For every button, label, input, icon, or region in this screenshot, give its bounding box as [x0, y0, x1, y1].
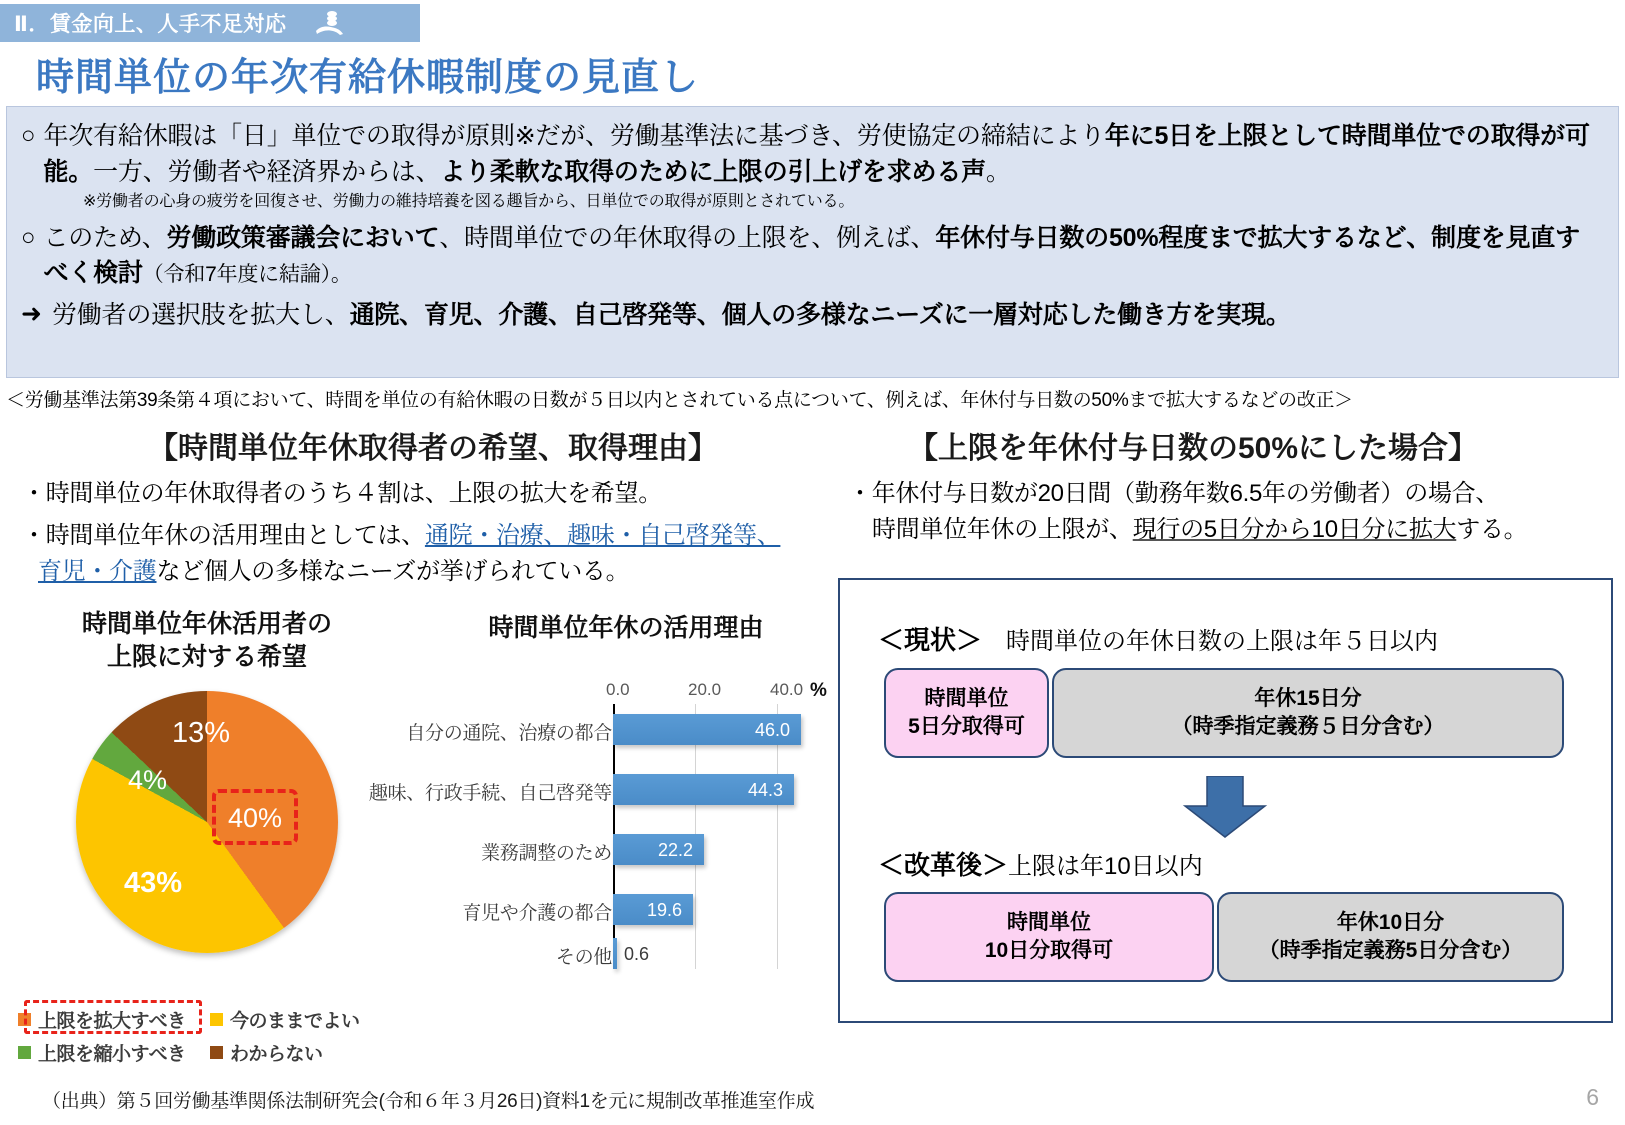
paragraph-1-text [44, 119, 1605, 190]
current-hourly-line-2: 5日分取得可 [908, 715, 1025, 738]
pie-label-reduce: 4% [128, 765, 168, 795]
bar-fill-4 [613, 938, 617, 969]
pie-chart-title [22, 608, 392, 673]
pie-label-expand: 40% [228, 803, 283, 833]
current-state-label [878, 620, 1438, 657]
pie-label-unknown: 13% [172, 717, 231, 749]
current-annual-pill [1052, 668, 1564, 758]
rb2-pre: 時間単位年休の上限が、 [872, 516, 1133, 543]
legend-swatch-green [18, 1046, 31, 1059]
p1-b2: より柔軟な取得のために上限の引上げを求める声 [440, 157, 986, 186]
current-hourly-pill [884, 668, 1049, 758]
bar-chart-x-axis [400, 680, 830, 700]
footnote-text: ※労働者の心身の疲労を回復させ、労働力の維持培養を図る趣旨から、日単位での取得が原則とされている。 [83, 193, 855, 210]
down-arrow-icon [1180, 776, 1270, 838]
legend-highlight-box [24, 1000, 202, 1034]
bar-value-0: 46.0 [755, 720, 791, 740]
law-reference-line: ＜労働基準法第39条第４項において、時間を単位の有給休暇の日数が５日以内とされている点について、例えば、年休付与日数の50%まで拡大するなどの改正＞ [6, 390, 1353, 411]
after-hourly-line-2: 10日分取得可 [984, 939, 1114, 962]
bar-chart-plot-area [368, 704, 830, 969]
paragraph-3-text [52, 298, 1291, 334]
rb2-highlight: 現行の5日分から10日分に拡大 [1132, 516, 1457, 543]
pie-title-line-2: 上限に対する希望 [106, 642, 307, 671]
page-title: 時間単位の年次有給休暇制度の見直し [36, 57, 700, 99]
lb2-post: など個人の多様なニーズが挙げられている。 [156, 558, 630, 585]
source-note: （出典）第５回労働基準関係法制研究会(令和６年３月26日)資料1を元に規制改革推進室作成 [42, 1091, 815, 1112]
p3-b1: 通院、育児、介護、自己啓発等、個人の多様なニーズに一層対応した働き方を実現 [349, 300, 1266, 329]
lb2-pre: ・時間単位年休の活用理由としては、 [22, 522, 425, 549]
banner-label: Ⅱ．賃金向上、人手不足対応 [14, 13, 287, 36]
section-banner [0, 4, 420, 42]
after-annual-line-2: （時季指定義務5日分含む） [1258, 939, 1523, 962]
after-hourly-line-1: 時間単位 [1007, 910, 1091, 934]
table-row [368, 768, 830, 814]
summary-paragraph-3 [21, 298, 1604, 334]
bar-category-1: 趣味、行政手続、自己啓発等 [368, 783, 612, 804]
left-section-heading: 【時間単位年休取得者の希望、取得理由】 [148, 432, 718, 465]
after-hourly-pill [884, 892, 1214, 982]
legend-label-keep: 今のままでよい [230, 1011, 360, 1032]
after-desc: 上限は年10日以内 [1008, 853, 1203, 880]
bullet-circle-icon: ○ [21, 122, 36, 149]
after-annual-pill [1217, 892, 1564, 982]
legend-item-unknown [210, 1039, 323, 1066]
summary-paragraph-2 [21, 221, 1604, 292]
left-bullet-2 [22, 518, 822, 590]
summary-box [6, 106, 1619, 378]
hand-holding-coins-icon [314, 9, 346, 37]
current-tag: ＜現状＞ [878, 625, 983, 655]
p1-t1: 年次有給休暇は「日」単位での取得が原則※だが、労働基準法に基づき、労使協定の締結により [43, 122, 1105, 150]
legend-item-reduce [18, 1039, 210, 1066]
pie-graphic [76, 691, 338, 953]
legend-label-unknown: わからない [230, 1044, 323, 1065]
p2-t1: このため、 [43, 223, 167, 252]
lb2-highlight-1: 通院・治療、趣味・自己啓発等、 [424, 522, 781, 549]
xtick-20: 20.0 [688, 680, 722, 699]
arrow-right-icon: ➜ [21, 299, 42, 328]
paragraph-2-text [44, 221, 1605, 292]
xtick-0: 0.0 [606, 680, 630, 699]
p2-b2: 年休付与日数の50%程度まで拡大するなど、制度を見直すべく検討 [43, 223, 1580, 288]
table-row [400, 828, 830, 874]
legend-label-reduce: 上限を縮小すべき [38, 1044, 186, 1065]
xtick-40: 40.0 [770, 680, 804, 699]
pie-chart-legend [18, 1006, 408, 1072]
pie-chart [22, 608, 392, 953]
lb2-highlight-2: 育児・介護 [38, 558, 157, 585]
summary-paragraph-1 [21, 119, 1604, 190]
pie-title-line-1: 時間単位年休活用者の [81, 610, 332, 638]
bar-category-2: 業務調整のため [481, 843, 612, 864]
current-hourly-line-1: 時間単位 [924, 686, 1009, 710]
pie-label-keep: 43% [124, 867, 183, 899]
p3-t1: 労働者の選択肢を拡大し、 [51, 300, 350, 329]
left-bullet-list [22, 476, 822, 596]
right-bullet-line-1: ・年休付与日数が20日間（勤務年数6.5年の労働者）の場合、 [848, 480, 1500, 507]
bar-chart-unit-label: % [810, 680, 827, 701]
legend-row-2 [18, 1039, 408, 1066]
bar-value-4: 0.6 [624, 944, 650, 964]
reform-diagram [838, 578, 1613, 1023]
current-desc: 時間単位の年休日数の上限は年５日以内 [1006, 628, 1439, 655]
bar-chart-title: 時間単位年休の活用理由 [488, 614, 764, 642]
current-annual-line-1: 年休15日分 [1254, 686, 1362, 710]
p1-b1: 年に5日を上限として時間単位での取得が可能。 [43, 122, 1590, 186]
pie-highlight-box [212, 789, 298, 845]
bar-category-0: 自分の通院、治療の都合 [406, 723, 612, 744]
right-bullet-list [848, 476, 1618, 548]
legend-swatch-brown [210, 1046, 223, 1059]
right-bullet-line-2 [848, 512, 1618, 548]
table-row [400, 932, 830, 978]
legend-item-keep [210, 1006, 360, 1033]
table-row [400, 708, 830, 754]
after-annual-line-1: 年休10日分 [1336, 910, 1445, 934]
legend-label-expand: 上限を拡大すべき [38, 1011, 186, 1032]
bullet-circle-icon-2: ○ [21, 223, 36, 251]
table-row [400, 888, 830, 934]
bar-value-1: 44.3 [748, 780, 784, 800]
current-annual-line-2: （時季指定義務５日分含む） [1171, 715, 1445, 738]
after-tag: ＜改革後＞ [878, 850, 1009, 880]
bar-value-2: 22.2 [658, 840, 694, 860]
rb2-post: する。 [1456, 516, 1528, 543]
bar-category-4: その他 [555, 947, 612, 968]
page-number: 6 [1586, 1084, 1599, 1110]
legend-swatch-yellow [210, 1013, 223, 1026]
p2-b1: 労働政策審議会において [166, 223, 440, 252]
bar-chart [368, 608, 830, 988]
bar-value-3: 19.6 [647, 900, 683, 920]
after-state-label [878, 845, 1203, 882]
bar-category-3: 育児や介護の都合 [462, 903, 612, 924]
p3-t2: 。 [1265, 300, 1291, 329]
left-bullet-1: ・時間単位の年休取得者のうち４割は、上限の拡大を希望。 [22, 480, 662, 507]
p1-t3: 。 [985, 157, 1011, 186]
right-section-heading: 【上限を年休付与日数の50%にした場合】 [908, 432, 1479, 465]
p1-t2: 一方、労働者や経済界からは、 [93, 157, 441, 186]
p2-t2: 、時間単位での年休取得の上限を、例えば、 [439, 223, 936, 252]
p2-t3: （令和7年度に結論）。 [142, 263, 352, 287]
